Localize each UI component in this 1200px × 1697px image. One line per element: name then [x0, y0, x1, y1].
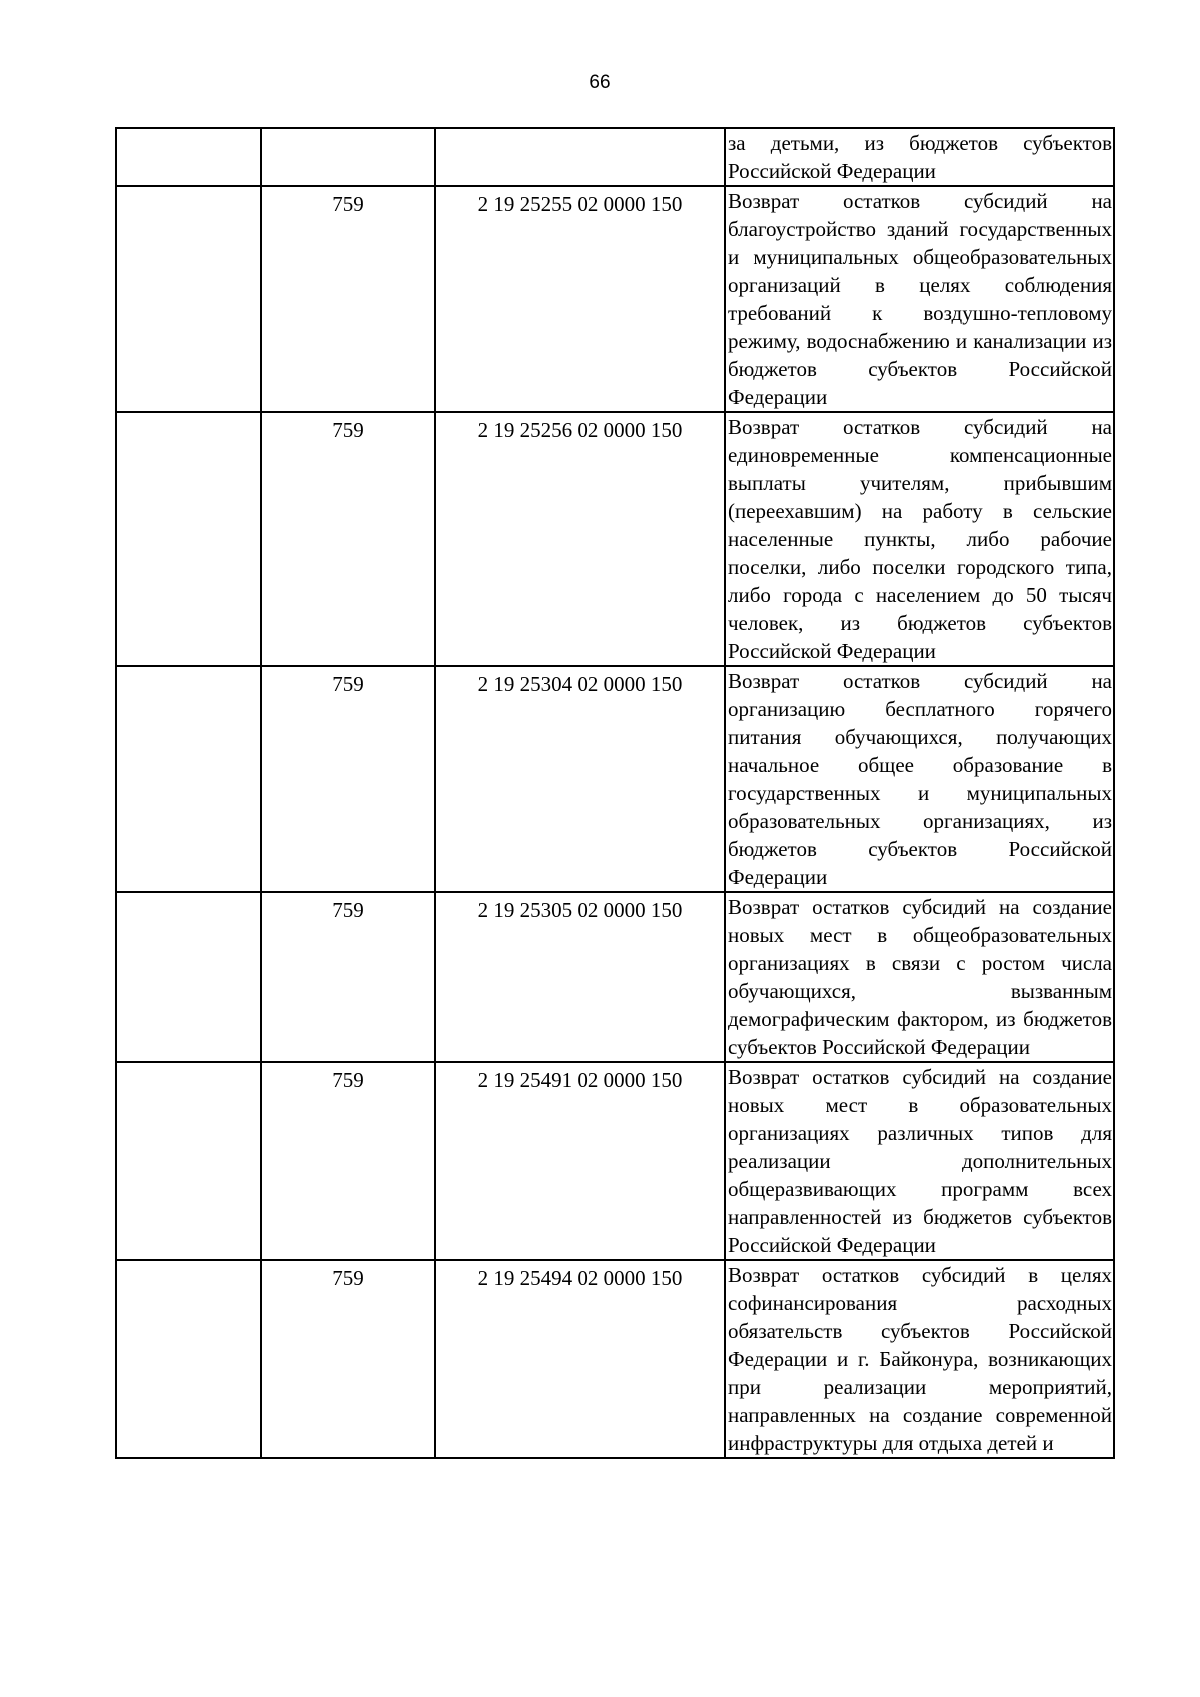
cell-admin-code: 759 [261, 412, 435, 666]
cell-col1 [116, 128, 261, 186]
cell-kbk-code: 2 19 25305 02 0000 150 [435, 892, 725, 1062]
cell-admin-code: 759 [261, 1260, 435, 1458]
page-number: 66 [589, 72, 611, 93]
cell-kbk-code: 2 19 25304 02 0000 150 [435, 666, 725, 892]
table-row [116, 1260, 1114, 1458]
cell-description: Возврат остатков субсидий на создание новых мест в образовательных организациях различных типов для реализации дополнительных общеразвивающих программ всех направленностей из бюджетов субъектов Российской Федерации [725, 1062, 1114, 1260]
cell-description: Возврат остатков субсидий в целях софинансирования расходных обязательств субъектов Российской Федерации и г. Байконура, возникающих при реализации мероприятий, направленных на создание современной инфраструктуры для отдыха детей и [725, 1260, 1114, 1458]
cell-kbk-code: 2 19 25255 02 0000 150 [435, 186, 725, 412]
cell-col1 [116, 666, 261, 892]
cell-description: Возврат остатков субсидий на создание новых мест в общеобразовательных организациях в связи с ростом числа обучающихся, вызванным демографическим фактором, из бюджетов субъектов Российской Федерации [725, 892, 1114, 1062]
table-row [116, 1062, 1114, 1260]
table-row [116, 892, 1114, 1062]
cell-description: Возврат остатков субсидий на организацию бесплатного горячего питания обучающихся, получающих начальное общее образование в государственных и муниципальных образовательных организациях, из бюджетов субъектов Российской Федерации [725, 666, 1114, 892]
cell-description: Возврат остатков субсидий на единовременные компенсационные выплаты учителям, прибывшим (переехавшим) на работу в сельские населенные пункты, либо рабочие поселки, либо поселки городского типа, либо города с населением до 50 тысяч человек, из бюджетов субъектов Российской Федерации [725, 412, 1114, 666]
cell-description: Возврат остатков субсидий на благоустройство зданий государственных и муниципальных общеобразовательных организаций в целях соблюдения требований к воздушно-тепловому режиму, водоснабжению и канализации из бюджетов субъектов Российской Федерации [725, 186, 1114, 412]
cell-col1 [116, 1062, 261, 1260]
cell-admin-code: 759 [261, 186, 435, 412]
cell-col1 [116, 1260, 261, 1458]
table-row [116, 666, 1114, 892]
cell-description: за детьми, из бюджетов субъектов Российской Федерации [725, 128, 1114, 186]
cell-col1 [116, 186, 261, 412]
cell-kbk-code: 2 19 25256 02 0000 150 [435, 412, 725, 666]
table-row [116, 412, 1114, 666]
cell-kbk-code: 2 19 25491 02 0000 150 [435, 1062, 725, 1260]
cell-kbk-code [435, 128, 725, 186]
cell-admin-code [261, 128, 435, 186]
budget-codes-table [115, 127, 1115, 1459]
cell-col1 [116, 412, 261, 666]
table-row [116, 128, 1114, 186]
cell-col1 [116, 892, 261, 1062]
cell-kbk-code: 2 19 25494 02 0000 150 [435, 1260, 725, 1458]
cell-admin-code: 759 [261, 666, 435, 892]
cell-admin-code: 759 [261, 892, 435, 1062]
table-row [116, 186, 1114, 412]
cell-admin-code: 759 [261, 1062, 435, 1260]
